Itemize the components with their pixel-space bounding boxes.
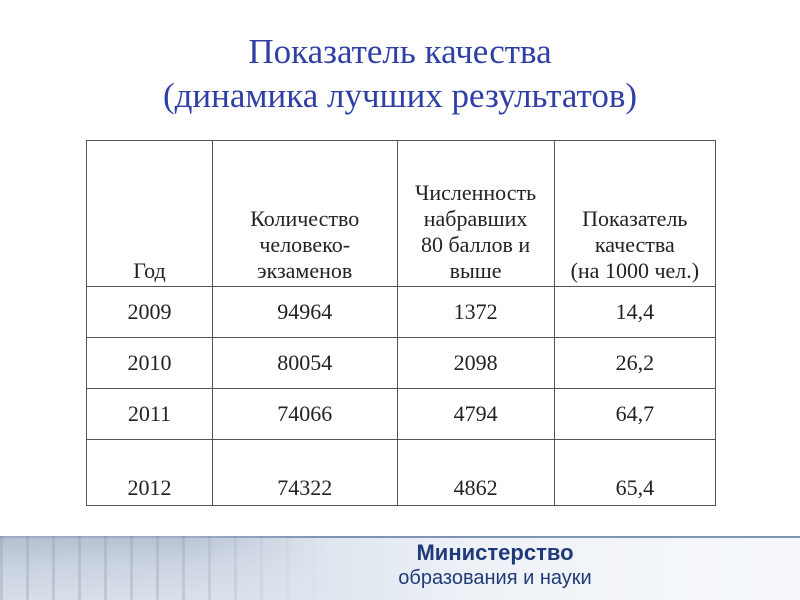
header-line: 80 баллов и bbox=[420, 232, 531, 257]
header-quality-index bbox=[554, 141, 715, 287]
header-line: Показатель bbox=[582, 206, 688, 231]
header-line: Год bbox=[133, 258, 166, 283]
header-line: экзаменов bbox=[257, 258, 353, 283]
ministry-logo-text bbox=[345, 540, 645, 590]
cell-year: 2011 bbox=[87, 389, 213, 440]
cell-high-scorers: 4862 bbox=[397, 440, 554, 506]
quality-table bbox=[86, 140, 716, 506]
header-line: качества bbox=[594, 232, 675, 257]
building-photo bbox=[0, 536, 330, 600]
table-header-row bbox=[87, 141, 716, 287]
table-row bbox=[87, 389, 716, 440]
cell-quality-index: 14,4 bbox=[554, 287, 715, 338]
ministry-line-2: образования и науки bbox=[398, 567, 592, 589]
header-line: выше bbox=[449, 258, 502, 283]
cell-high-scorers: 4794 bbox=[397, 389, 554, 440]
header-line: (на 1000 чел.) bbox=[570, 258, 700, 283]
cell-exam-count: 74066 bbox=[212, 389, 397, 440]
header-line: Количество bbox=[250, 206, 360, 231]
header-line: набравших bbox=[423, 206, 528, 231]
footer-banner bbox=[0, 536, 800, 600]
header-line: Численность bbox=[415, 180, 537, 205]
slide-title bbox=[0, 30, 800, 118]
cell-exam-count: 80054 bbox=[212, 338, 397, 389]
header-year bbox=[87, 141, 213, 287]
header-high-scorers bbox=[397, 141, 554, 287]
slide-title-line-1: Показатель качества bbox=[248, 32, 552, 71]
table-row bbox=[87, 440, 716, 506]
header-exam-count bbox=[212, 141, 397, 287]
cell-year: 2012 bbox=[87, 440, 213, 506]
table-row bbox=[87, 338, 716, 389]
header-line: человеко- bbox=[259, 232, 351, 257]
cell-quality-index: 26,2 bbox=[554, 338, 715, 389]
cell-exam-count: 94964 bbox=[212, 287, 397, 338]
ministry-line-1: Министерство bbox=[416, 540, 574, 565]
cell-exam-count: 74322 bbox=[212, 440, 397, 506]
table-row bbox=[87, 287, 716, 338]
cell-quality-index: 64,7 bbox=[554, 389, 715, 440]
cell-quality-index: 65,4 bbox=[554, 440, 715, 506]
cell-year: 2010 bbox=[87, 338, 213, 389]
cell-high-scorers: 2098 bbox=[397, 338, 554, 389]
cell-year: 2009 bbox=[87, 287, 213, 338]
cell-high-scorers: 1372 bbox=[397, 287, 554, 338]
slide-title-line-2: (динамика лучших результатов) bbox=[162, 76, 638, 115]
